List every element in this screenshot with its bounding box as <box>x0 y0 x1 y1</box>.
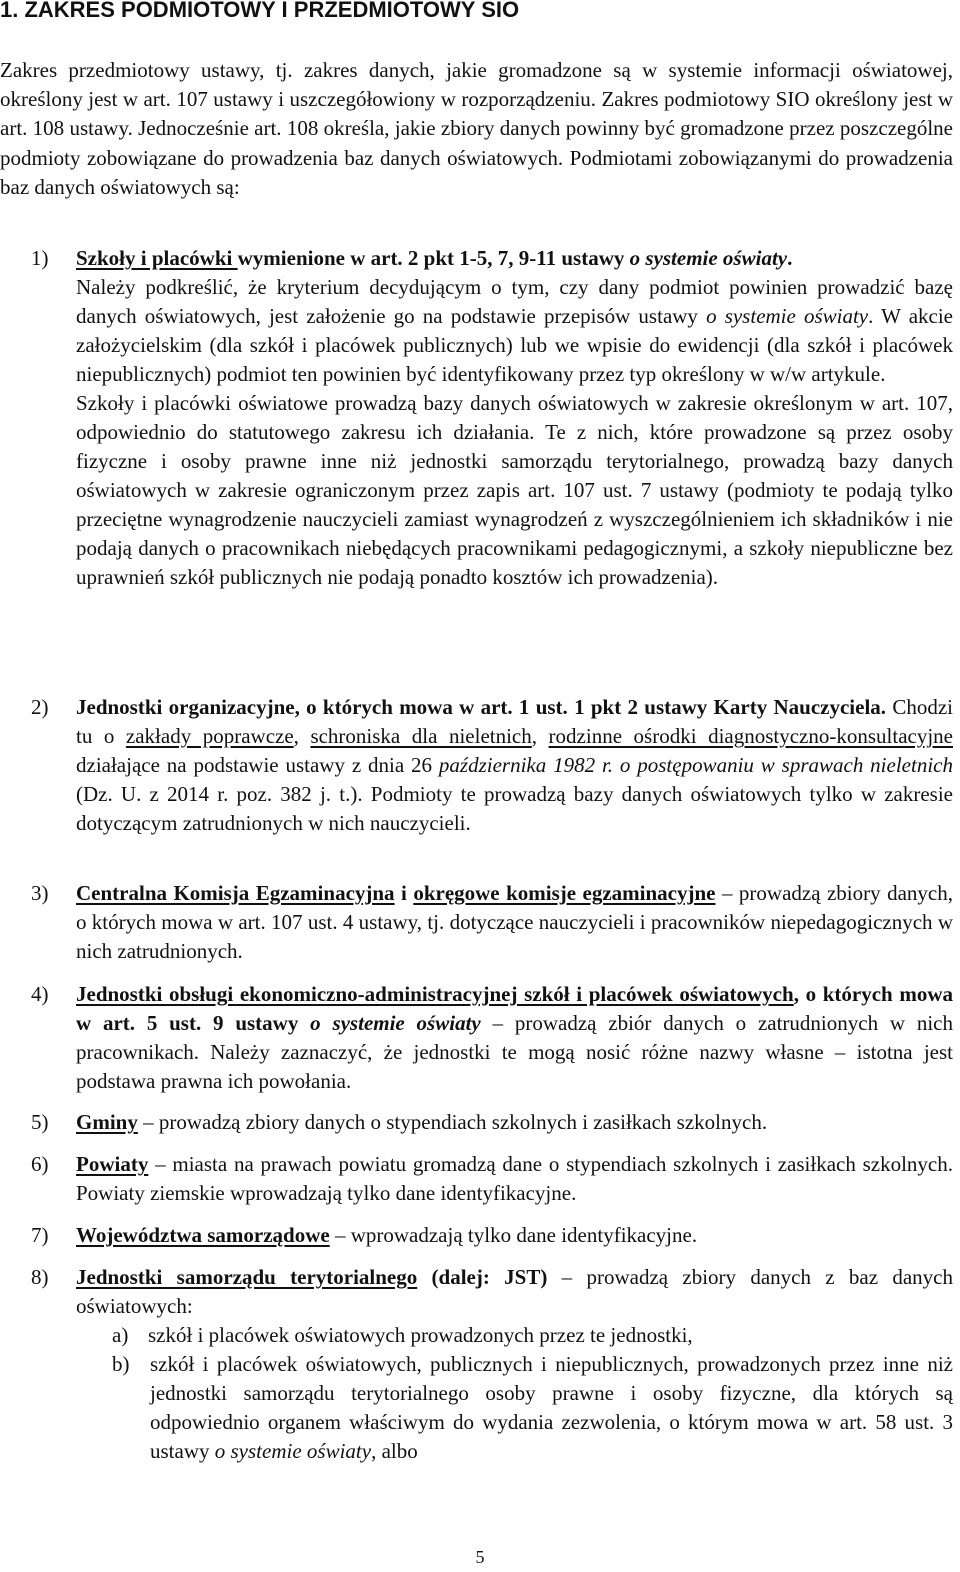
sub-item-text-part: szkół i placówek oświatowych, publicznych i niepublicznych, prowadzonych przez inne niż jednostki samorządu terytorialnego osoby prawne i osoby fizyczne, dla których są odpowiednio organem właściwym do wydania zezwolenia, o którym mowa w art. 58 ust. 3 ustawy <box>150 1352 953 1463</box>
item-text <box>76 879 953 966</box>
item-number: 8) <box>31 1265 49 1289</box>
sub-item-b <box>0 1350 953 1466</box>
item-text-part: działające na podstawie ustawy z dnia 26 <box>76 753 439 777</box>
list-item-5 <box>0 1108 953 1137</box>
item-title-rest: wymienione w art. 2 pkt 1-5, 7, 9-11 ustawy <box>237 246 630 270</box>
item-paragraph-italic: o systemie oświaty <box>706 304 869 328</box>
section-heading: 1. ZAKRES PODMIOTOWY I PRZEDMIOTOWY SIO <box>0 0 520 22</box>
item-title-end: . <box>787 246 793 270</box>
item-title-underlined: Szkoły i placówki <box>76 246 238 270</box>
link-wojewodztwa: Województwa samorządowe <box>76 1223 330 1247</box>
sub-item-text-part: , albo <box>371 1439 418 1463</box>
item-paragraph: Szkoły i placówki oświatowe prowadzą bazy danych oświatowych w zakresie określonym w art. 107, odpowiednio do statutowego zakresu ich działania. Te z nich, które prowadzone są przez osoby fizyczne i osoby prawne inne niż jednostki samorządu terytorialnego, prowadzą bazy danych oświatowych w zakresie ograniczonym przez zapis art. 107 ust. 7 ustawy (podmioty te podają tylko przeciętne wynagrodzenie nauczycieli zamiast wynagrodzeń z wyszczególnieniem ich składników i nie podają danych o pracownikach niebędących pracownikami pedagogicznymi, a szkoły niepubliczne bez uprawnień szkół publicznych nie podają ponadto kosztów ich prowadzenia). <box>76 391 953 589</box>
sub-item-a <box>0 1321 953 1350</box>
item-text-part: – prowadzą zbiór danych o zatrudnionych w nich pracownikach. Należy zaznaczyć, że jednostki te mogą nosić różne nazwy własne – istotna jest podstawa prawna ich powołania. <box>76 1011 953 1093</box>
link-zaklady-poprawcze: zakłady poprawcze <box>125 724 294 748</box>
item-title <box>76 244 953 273</box>
list-item-7 <box>0 1221 953 1250</box>
link-schroniska: schroniska dla nieletnich <box>310 724 532 748</box>
list-item-4 <box>0 980 953 1096</box>
item-number: 5) <box>31 1110 49 1134</box>
link-jednostki-obslugi: Jednostki obsługi ekonomiczno-administracyjnej szkół i placówek oświatowych <box>76 982 794 1006</box>
sub-item-text <box>150 1350 953 1466</box>
item-text <box>76 1221 953 1250</box>
link-cke: Centralna Komisja Egzaminacyjna <box>76 881 395 905</box>
item-conjunction: i <box>394 881 414 905</box>
sub-item-number: a) <box>112 1323 129 1347</box>
item-number: 4) <box>31 982 49 1006</box>
item-separator: , <box>531 724 549 748</box>
item-text <box>76 1263 953 1321</box>
item-title-italic: o systemie oświaty <box>629 246 788 270</box>
list-item-2 <box>0 693 953 838</box>
item-bold: (dalej: JST) <box>417 1265 548 1289</box>
link-oke: okręgowe komisje egzaminacyjne <box>413 881 716 905</box>
link-osrodki: rodzinne ośrodki diagnostyczno-konsultacyjne <box>548 724 953 748</box>
list-item-3 <box>0 879 953 966</box>
item-bold-italic: o systemie oświaty <box>310 1011 481 1035</box>
item-text-part: (Dz. U. z 2014 r. poz. 382 j. t.). Podmioty te prowadzą bazy danych oświatowych tylko w zakresie dotyczącym zatrudnionych w nich nauczycieli. <box>76 782 953 835</box>
item-text <box>76 693 953 838</box>
page-number: 5 <box>475 1547 485 1567</box>
item-text-part: – prowadzą zbiory danych, o których mowa w art. 107 ust. 4 ustawy, tj. dotyczące nauczycieli i pracowników niepedagogicznych w nich zatrudnionych. <box>76 881 953 963</box>
item-text <box>76 1150 953 1208</box>
item-paragraph-text: . W akcie założycielskim (dla szkół i placówek publicznych) lub we wpisie do ewidencji (dla szkół i placówek niepublicznych) podmiot ten powinien być identyfikowany przez typ określony w w/w artykule. <box>76 304 954 386</box>
item-italic: października 1982 r. o postępowaniu w sprawach nieletnich <box>438 753 953 777</box>
item-number: 6) <box>31 1152 49 1176</box>
item-text-part: – miasta na prawach powiatu gromadzą dane o stypendiach szkolnych i zasiłkach szkolnych. Powiaty ziemskie wprowadzają tylko dane identyfikacyjne. <box>76 1152 953 1205</box>
item-bold: , o których mowa w art. 5 ust. 9 ustawy <box>76 982 953 1035</box>
link-powiaty: Powiaty <box>76 1152 149 1176</box>
list-item-8 <box>0 1263 953 1466</box>
list-item-1 <box>0 244 953 592</box>
item-bold-title: Jednostki organizacyjne, o których mowa w art. 1 ust. 1 pkt 2 ustawy Karty Nauczyciela. <box>76 695 887 719</box>
item-text-part: – prowadzą zbiory danych z baz danych oświatowych: <box>76 1265 953 1318</box>
item-number: 7) <box>31 1223 49 1247</box>
item-number: 2) <box>31 695 49 719</box>
sub-item-italic: o systemie oświaty <box>214 1439 372 1463</box>
item-number: 1) <box>31 246 49 270</box>
item-text <box>76 1108 953 1137</box>
link-jst: Jednostki samorządu terytorialnego <box>76 1265 418 1289</box>
list-item-6 <box>0 1150 953 1208</box>
item-paragraph-text: Należy podkreślić, że kryterium decydującym o tym, czy dany podmiot powinien prowadzić bazę danych oświatowych, jest założenie go na podstawie przepisów ustawy <box>76 275 953 328</box>
item-text <box>76 244 953 592</box>
item-separator: , <box>293 724 311 748</box>
item-paragraph <box>76 273 953 389</box>
item-number: 3) <box>31 881 49 905</box>
item-text-part: Chodzi tu o <box>76 695 953 748</box>
item-text <box>76 980 953 1096</box>
sub-item-number: b) <box>112 1352 130 1376</box>
item-text-part: – prowadzą zbiory danych o stypendiach szkolnych i zasiłkach szkolnych. <box>137 1110 768 1134</box>
sub-item-text: szkół i placówek oświatowych prowadzonych przez te jednostki, <box>148 1323 693 1347</box>
intro-paragraph: Zakres przedmiotowy ustawy, tj. zakres danych, jakie gromadzone są w systemie informacji oświatowej, określony jest w art. 107 ustawy i uszczegółowiony w rozporządzeniu. Zakres podmiotowy SIO określony jest w art. 108 ustawy. Jednocześnie art. 108 określa, jakie zbiory danych powinny być gromadzone przez poszczególne podmioty zobowiązane do prowadzenia baz danych oświatowych. Podmiotami zobowiązanymi do prowadzenia baz danych oświatowych są: <box>0 58 953 199</box>
link-gminy: Gminy <box>76 1110 138 1134</box>
item-text-part: – wprowadzają tylko dane identyfikacyjne. <box>329 1223 698 1247</box>
